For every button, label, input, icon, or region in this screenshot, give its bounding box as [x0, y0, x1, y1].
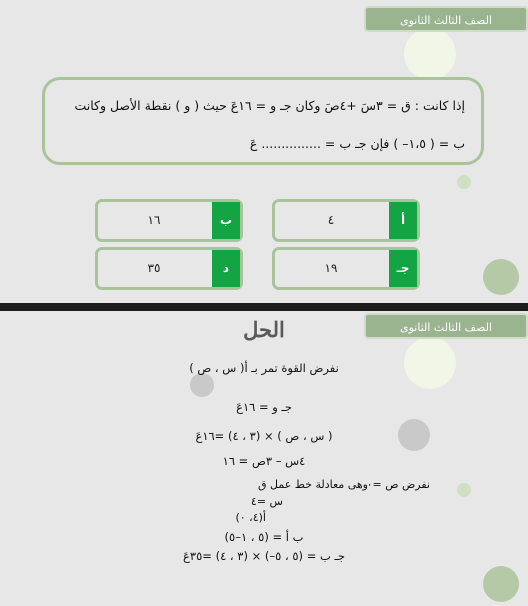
question-line-1: إذا كانت : ق = ٣سَ +٤صَ وكان جـ و = ١٦عَ حيث ( و ) نقطة الأصل وكانت: [74, 98, 465, 113]
option-c[interactable]: [272, 247, 420, 290]
solution-line: جـ و = ١٦عَ: [236, 400, 292, 414]
decor-circle-small: [457, 175, 471, 189]
solution-slide: [0, 311, 528, 606]
solution-line: ( س ، ص ) × (٣ ، ٤) =١٦عَ: [195, 429, 333, 443]
slide-divider: [0, 303, 528, 311]
option-c-letter: جـ: [389, 250, 417, 287]
decor-circle-bottom: [483, 566, 519, 602]
solution-line: س =٤: [250, 495, 283, 508]
option-a[interactable]: [272, 199, 420, 242]
solution-line: نفرض ص =٠: [366, 478, 430, 491]
solution-line: نفرض القوة تمر بـ أ( س ، ص ): [189, 361, 339, 375]
grade-tag: الصف الثالث الثانوى: [364, 313, 528, 339]
solution-line: ب أ = (٥ ، ١–٥): [224, 530, 304, 544]
option-d[interactable]: [95, 247, 243, 290]
option-c-value: ١٩: [324, 261, 338, 275]
option-d-letter: د: [212, 250, 240, 287]
question-box: [42, 77, 484, 165]
option-b[interactable]: [95, 199, 243, 242]
solution-line: أ(٤، ٠): [235, 511, 266, 524]
option-d-value: ٣٥: [147, 261, 161, 275]
solution-line: جـ ب = (٥ ، ٥–) × (٣ ، ٤) =٣٥عَ: [183, 549, 345, 563]
grade-tag: الصف الثالث الثانوى: [364, 6, 528, 32]
decor-circle-large: [404, 28, 456, 80]
decor-circle-small: [457, 483, 471, 497]
option-a-letter: أ: [389, 202, 417, 239]
question-line-2: ب = ( ١،٥– ) فإن جـ ب = ............... عَ: [249, 136, 465, 151]
solution-line: وهى معادلة خط عمل ق: [258, 478, 368, 491]
solution-line: ٤س – ٣ص = ١٦: [222, 454, 306, 468]
option-b-letter: ب: [212, 202, 240, 239]
decor-circle-bottom: [483, 259, 519, 295]
option-b-value: ١٦: [147, 213, 161, 227]
decor-circle-gray-top: [190, 373, 214, 397]
solution-title: الحل: [243, 317, 285, 342]
option-a-value: ٤: [327, 213, 335, 227]
